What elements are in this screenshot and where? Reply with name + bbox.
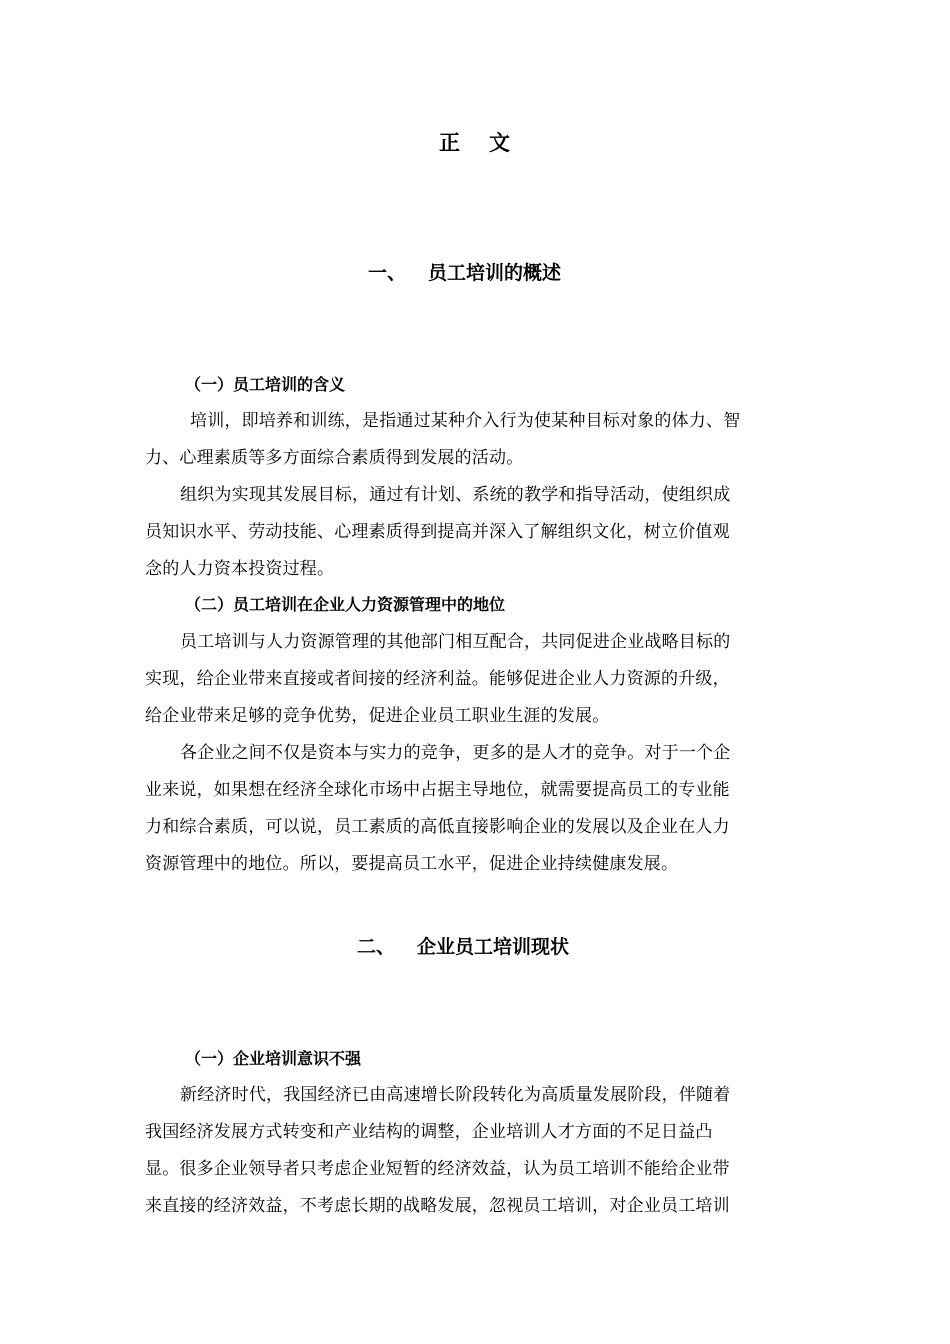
subsection-heading: （一）企业培训意识不强 bbox=[185, 1049, 362, 1068]
paragraph-line: 给企业带来足够的竞争优势，促进企业员工职业生涯的发展。 bbox=[145, 706, 610, 726]
paragraph-line: 力、心理素质等多方面综合素质得到发展的活动。 bbox=[145, 448, 524, 468]
paragraph-line: 实现，给企业带来直接或者间接的经济利益。能够促进企业人力资源的升级， bbox=[145, 669, 730, 689]
section-number: 一、 bbox=[368, 262, 407, 284]
paragraph-line: 念的人力资本投资过程。 bbox=[145, 559, 335, 579]
paragraph-line: 业来说，如果想在经济全球化市场中占据主导地位，就需要提高员工的专业能 bbox=[145, 780, 730, 800]
paragraph-line: 培训，即培养和训练，是指通过某种介入行为使某种目标对象的体力、智 bbox=[190, 411, 741, 431]
section-heading-1 bbox=[368, 258, 561, 285]
paragraph-line: 资源管理中的地位。所以，要提高员工水平，促进企业持续健康发展。 bbox=[145, 854, 679, 874]
title-char-right: 文 bbox=[489, 131, 511, 155]
paragraph-line: 我国经济发展方式转变和产业结构的调整，企业培训人才方面的不足日益凸 bbox=[145, 1122, 713, 1142]
paragraph-line: 组织为实现其发展目标，通过有计划、系统的教学和指导活动，使组织成 bbox=[180, 485, 731, 505]
section-title: 员工培训的概述 bbox=[428, 262, 562, 284]
paragraph-line: 员工培训与人力资源管理的其他部门相互配合，共同促进企业战略目标的 bbox=[180, 632, 731, 652]
section-title: 企业员工培训现状 bbox=[417, 936, 570, 958]
paragraph-line: 新经济时代，我国经济已由高速增长阶段转化为高质量发展阶段，伴随着 bbox=[180, 1085, 731, 1105]
subsection-heading: （一）员工培训的含义 bbox=[185, 375, 346, 394]
title-char-left: 正 bbox=[439, 131, 461, 155]
paragraph-line: 力和综合素质，可以说，员工素质的高低直接影响企业的发展以及企业在人力 bbox=[145, 817, 730, 837]
paragraph-line: 来直接的经济效益，不考虑长期的战略发展，忽视员工培训，对企业员工培训 bbox=[145, 1196, 730, 1216]
paragraph-line: 显。很多企业领导者只考虑企业短暂的经济效益，认为员工培训不能给企业带 bbox=[145, 1159, 730, 1179]
paragraph-line: 员知识水平、劳动技能、心理素质得到提高并深入了解组织文化，树立价值观 bbox=[145, 522, 730, 542]
page-title bbox=[0, 127, 950, 157]
section-number: 二、 bbox=[357, 936, 396, 958]
section-heading-2 bbox=[357, 932, 569, 959]
subsection-heading: （二）员工培训在企业人力资源管理中的地位 bbox=[185, 595, 506, 614]
paragraph-line: 各企业之间不仅是资本与实力的竞争，更多的是人才的竞争。对于一个企 bbox=[180, 743, 731, 763]
